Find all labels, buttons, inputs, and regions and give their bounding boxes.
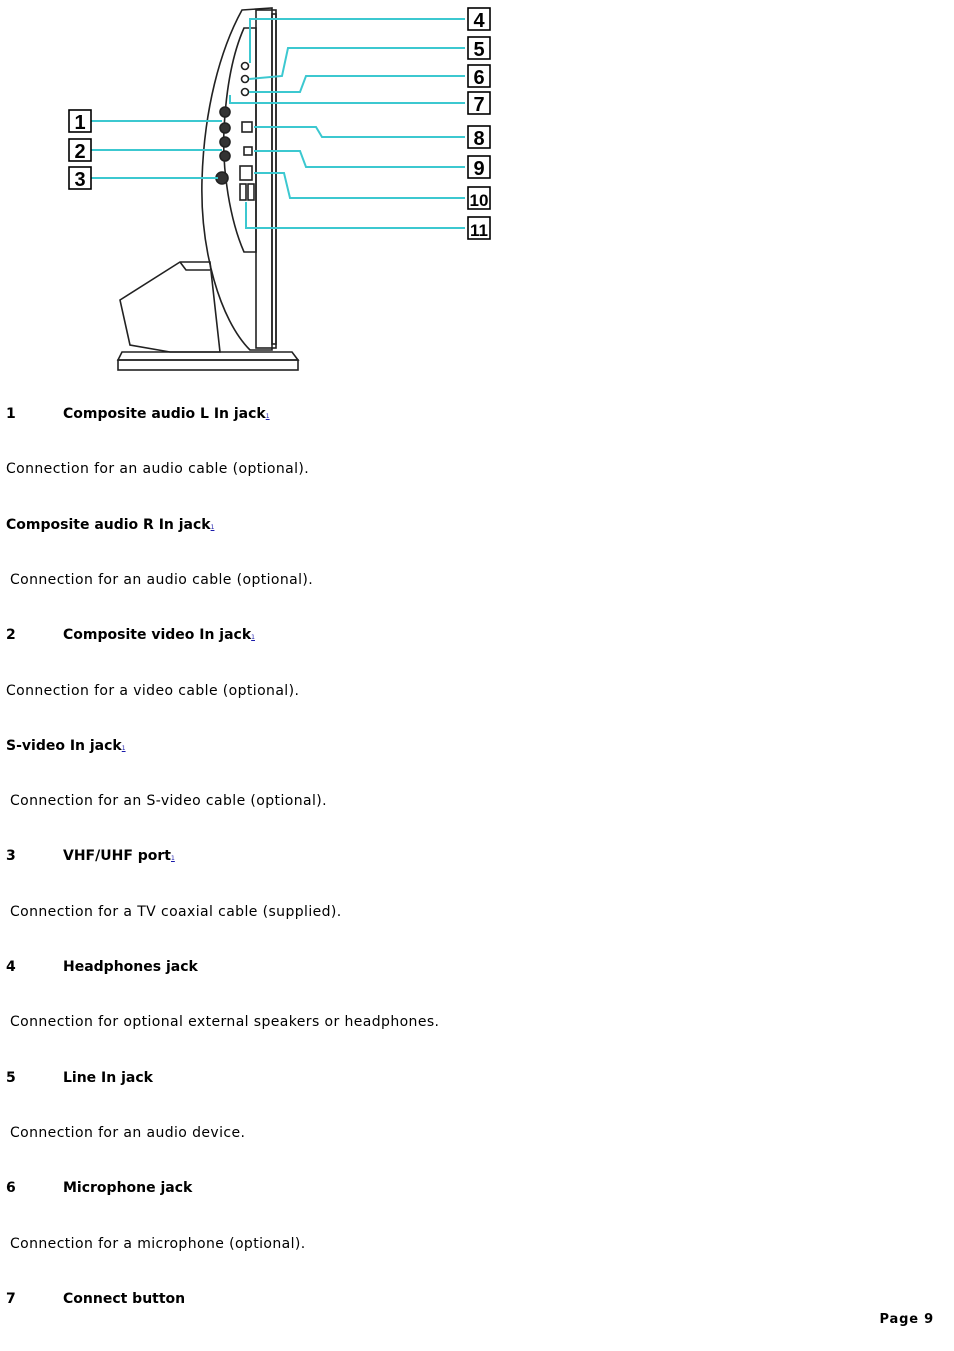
page-number: Page 9 — [879, 1312, 934, 1327]
item-description — [6, 1234, 306, 1254]
callout-6 — [468, 65, 490, 89]
item-title: VHF/UHF port — [63, 848, 171, 864]
description-text: Connection for an audio cable (optional). — [10, 572, 314, 588]
svg-text:3: 3 — [74, 169, 86, 191]
callout-1 — [69, 110, 91, 134]
item-description — [6, 902, 342, 922]
svg-text:10: 10 — [469, 191, 489, 210]
callout-11 — [468, 217, 490, 240]
item-title: Headphones jack — [63, 959, 198, 975]
callout-10 — [468, 187, 490, 210]
item-number: 5 — [6, 1070, 16, 1086]
svg-text:2: 2 — [74, 141, 86, 163]
item-title: Line In jack — [63, 1070, 153, 1086]
item-description — [6, 1123, 245, 1143]
item-heading — [6, 404, 270, 424]
item-heading — [6, 957, 198, 977]
item-number: 2 — [6, 627, 16, 643]
callout-9 — [468, 156, 490, 180]
item-number: 4 — [6, 959, 16, 975]
item-heading — [6, 515, 214, 535]
item-title: Microphone jack — [63, 1180, 193, 1196]
item-description — [6, 459, 309, 479]
svg-text:5: 5 — [473, 39, 485, 61]
item-number: 6 — [6, 1180, 16, 1196]
description-text: Connection for a microphone (optional). — [10, 1236, 306, 1252]
item-description — [6, 681, 299, 701]
item-heading — [6, 1068, 153, 1088]
callout-3 — [69, 167, 91, 191]
item-title: Composite audio R In jack — [6, 517, 211, 533]
svg-text:7: 7 — [473, 94, 485, 116]
description-text: Connection for an audio device. — [10, 1125, 246, 1141]
description-text: Connection for a TV coaxial cable (supplied). — [10, 904, 342, 920]
item-heading — [6, 1289, 185, 1309]
item-number: 3 — [6, 848, 16, 864]
item-heading — [6, 625, 255, 645]
item-title: Connect button — [63, 1291, 186, 1307]
item-heading — [6, 846, 175, 866]
item-description — [6, 570, 313, 590]
footnote-link[interactable]: 1 — [210, 524, 215, 531]
item-title: Composite video In jack — [63, 627, 252, 643]
side-view-connector-diagram — [60, 0, 500, 380]
description-text: Connection for a video cable (optional). — [6, 683, 300, 699]
svg-text:6: 6 — [473, 67, 485, 89]
svg-text:4: 4 — [473, 10, 485, 32]
footnote-link[interactable]: 1 — [121, 745, 126, 752]
callout-7 — [468, 92, 490, 116]
footnote-link[interactable]: 1 — [251, 634, 255, 641]
callout-5 — [468, 37, 490, 61]
description-text: Connection for optional external speakers or headphones. — [10, 1014, 440, 1030]
svg-text:9: 9 — [473, 158, 485, 180]
callout-2 — [69, 139, 91, 163]
svg-text:8: 8 — [473, 128, 485, 150]
description-text: Connection for an audio cable (optional). — [6, 461, 310, 477]
item-title: S-video In jack — [6, 738, 122, 754]
item-title: Composite audio L In jack — [63, 406, 266, 422]
svg-text:1: 1 — [74, 112, 86, 134]
item-description — [6, 1012, 439, 1032]
item-number: 1 — [6, 406, 16, 422]
item-number: 7 — [6, 1291, 16, 1307]
item-heading — [6, 736, 126, 756]
footnote-link[interactable]: 1 — [171, 855, 175, 862]
callout-8 — [468, 126, 490, 150]
callout-4 — [468, 8, 490, 32]
item-description — [6, 791, 327, 811]
footnote-link[interactable]: 1 — [265, 413, 270, 420]
item-heading — [6, 1178, 192, 1198]
svg-text:11: 11 — [470, 221, 488, 240]
description-text: Connection for an S-video cable (optional). — [10, 793, 327, 809]
